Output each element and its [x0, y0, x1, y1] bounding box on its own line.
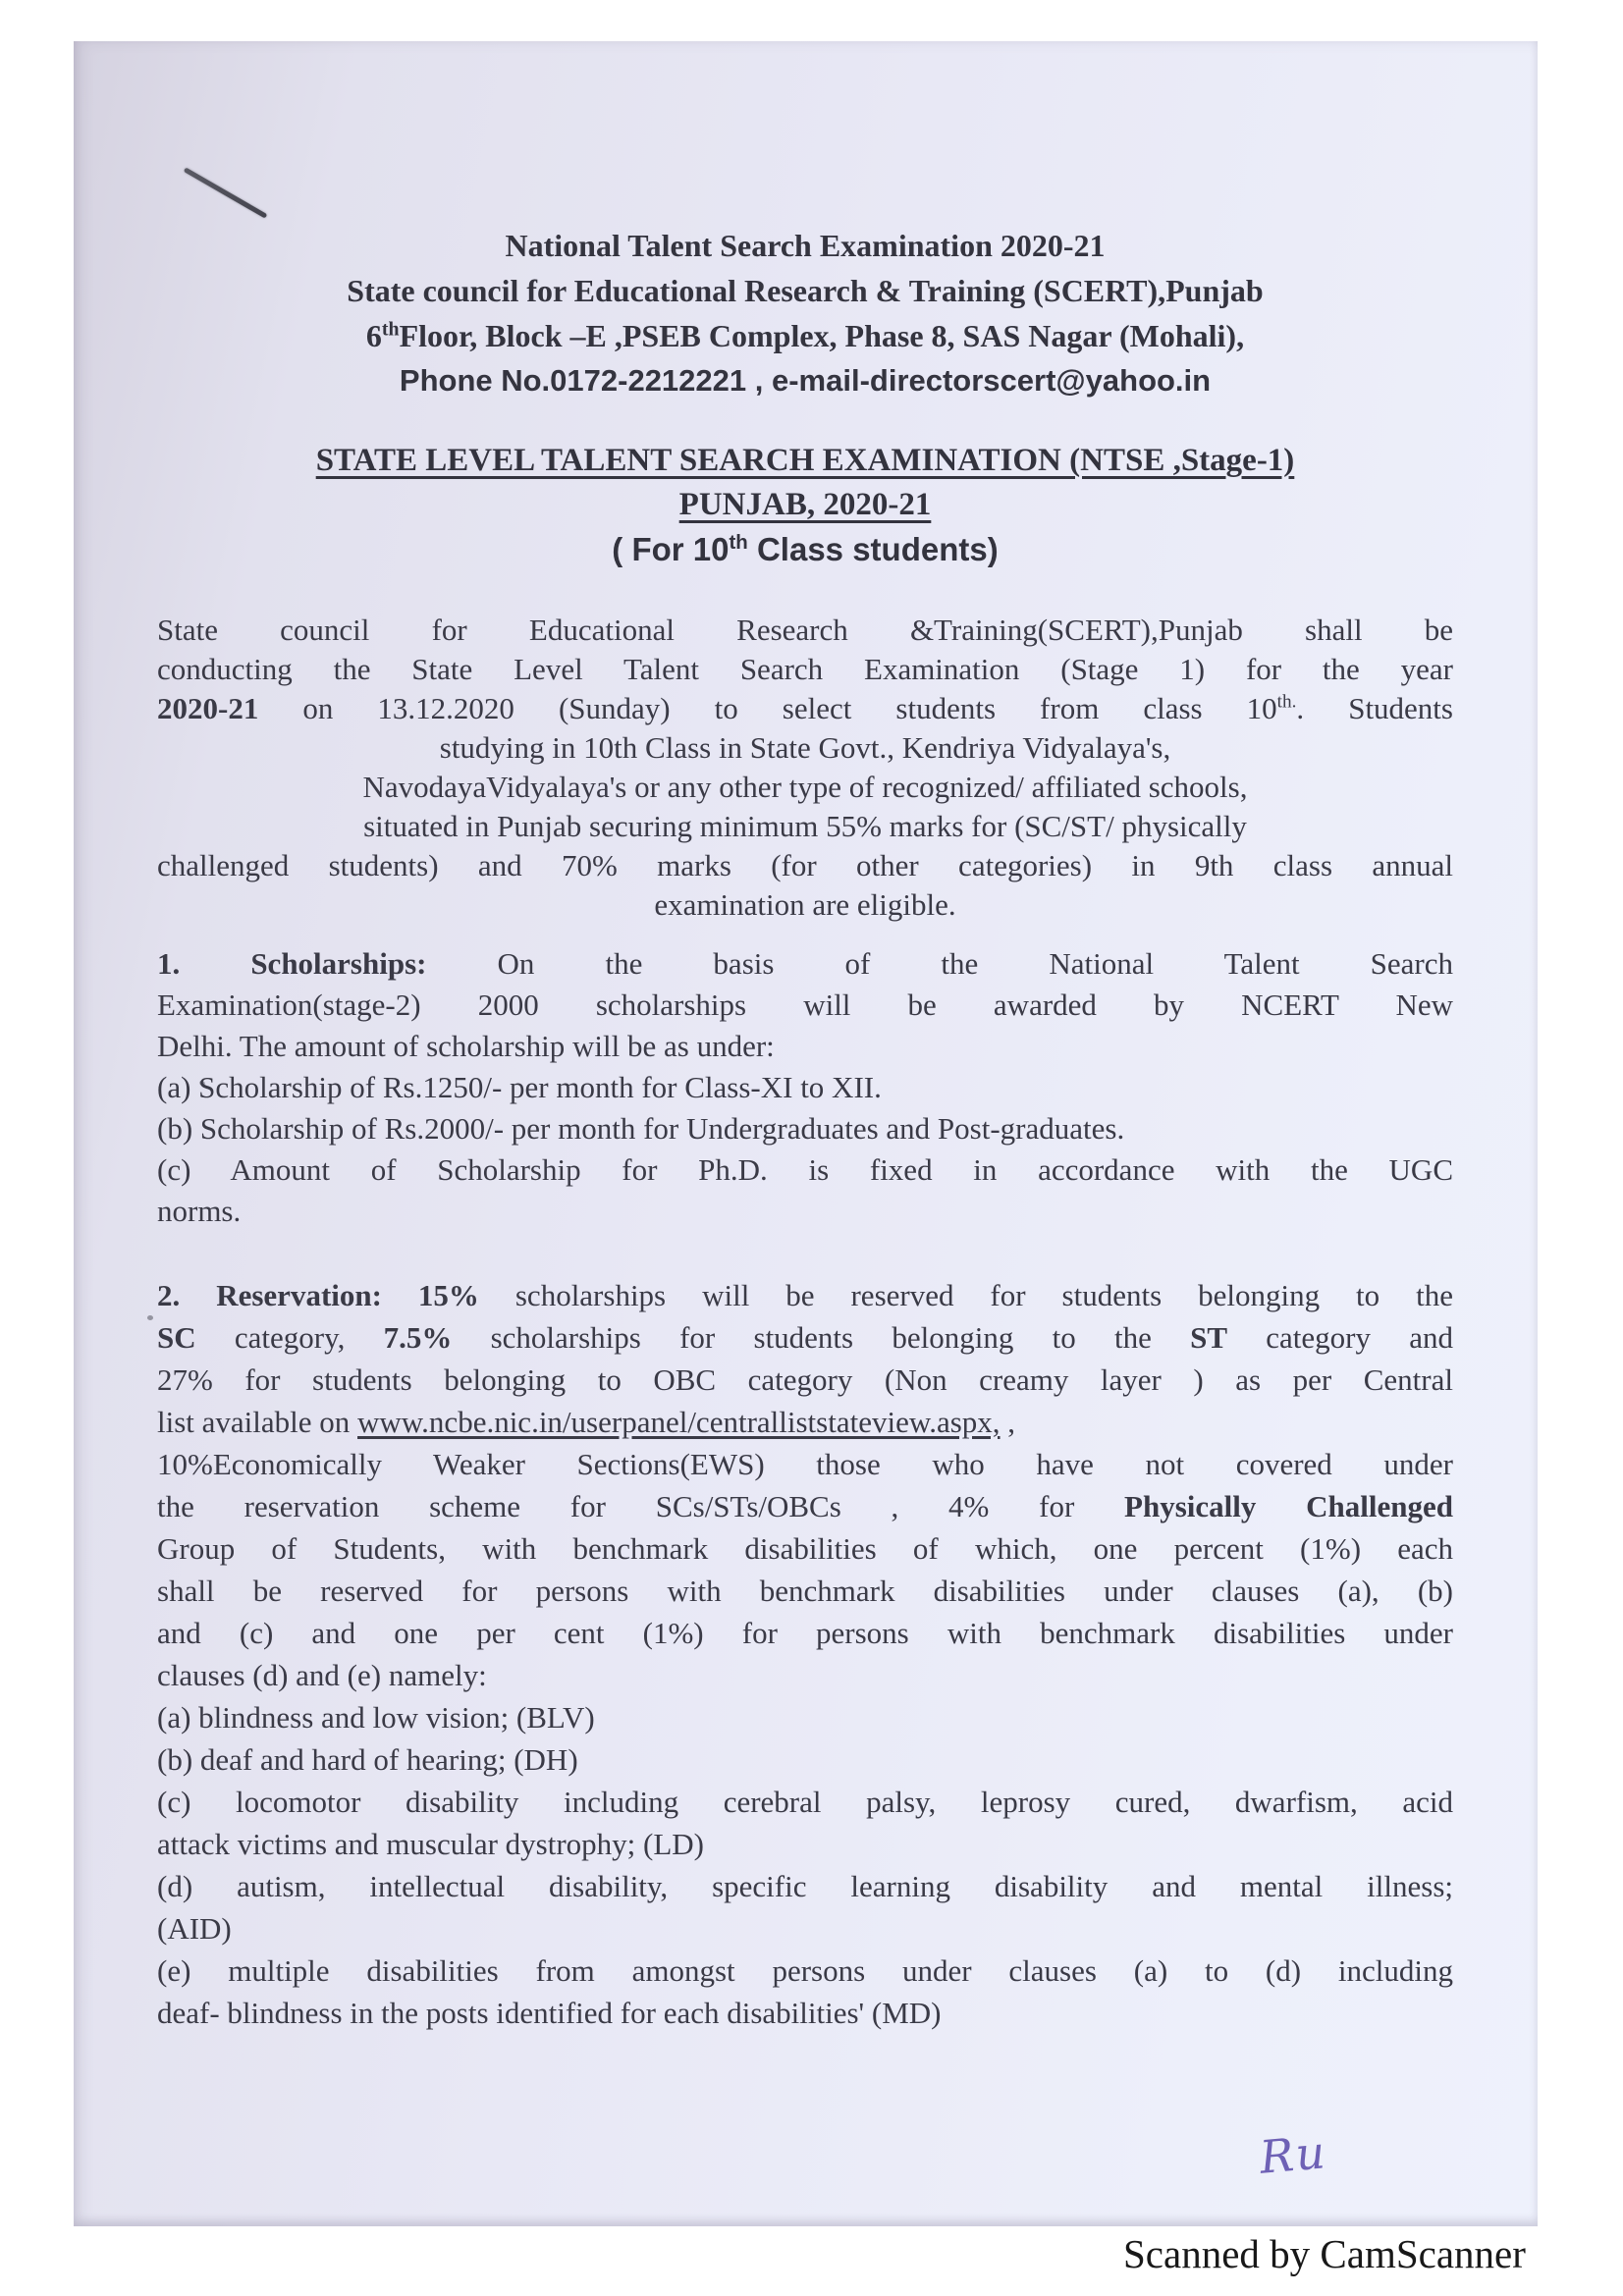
title-text: ( For 10: [612, 531, 730, 567]
bold-text: SC: [157, 1320, 196, 1355]
text-line: Group of Students, with benchmark disabilities of which, one percent (1%) each: [157, 1531, 1453, 1566]
title-text: PUNJAB, 2020-21: [678, 487, 932, 522]
handwritten-initials: Ru: [1257, 2125, 1329, 2184]
scholarships-section: [157, 943, 1453, 1232]
document-body: [157, 223, 1453, 2034]
list-item: (d) autism, intellectual disability, specific learning disability and mental illness;: [157, 1869, 1453, 1903]
bold-text: Physically Challenged: [1124, 1489, 1453, 1523]
section-heading-line: [157, 1274, 1453, 1316]
text-line: studying in 10th Class in State Govt., Kendriya Vidyalaya's,: [439, 730, 1171, 765]
text-run: ,: [1000, 1405, 1016, 1439]
list-item: deaf- blindness in the posts identified for each disabilities' (MD): [157, 1996, 942, 2030]
text-run: list available on: [157, 1405, 358, 1439]
org-name-line: State council for Educational Research & Training (SCERT),Punjab: [347, 273, 1264, 308]
section-heading-line: [157, 943, 1453, 985]
title-subline: [157, 527, 1453, 571]
text-line: situated in Punjab securing minimum 55% marks for (SC/ST/ physically: [363, 809, 1247, 843]
text-line: examination are eligible.: [654, 887, 956, 922]
text-line: norms.: [157, 1194, 242, 1228]
scan-speck: [147, 1315, 153, 1320]
text-run: . Students: [1296, 691, 1453, 725]
address-line: [157, 313, 1453, 358]
text-line: Examination(stage-2) 2000 scholarships will be awarded by NCERT New: [157, 988, 1453, 1022]
text-line: Delhi. The amount of scholarship will be as under:: [157, 1029, 775, 1063]
camscanner-watermark: Scanned by CamScanner: [1123, 2231, 1526, 2276]
title-text: STATE LEVEL TALENT SEARCH EXAMINATION (NTSE ,Stage-1): [315, 443, 1295, 478]
text-run: On the basis of the National Talent Search: [426, 946, 1453, 981]
text-line: 27% for students belonging to OBC category (Non creamy layer ) as per Central: [157, 1362, 1453, 1397]
text-run: scholarships for students belonging to the: [452, 1320, 1191, 1355]
bold-text: 7.5%: [383, 1320, 453, 1355]
ordinal-superscript: th.: [1276, 691, 1297, 713]
title-text: Class students): [747, 531, 999, 567]
list-item: (b) Scholarship of Rs.2000/- per month for Undergraduates and Post-graduates.: [157, 1111, 1125, 1146]
section-heading: 2. Reservation: 15%: [157, 1278, 479, 1312]
contact-line: Phone No.0172-2212221 , e-mail-directorscert@yahoo.in: [399, 363, 1212, 398]
list-item: (c) Amount of Scholarship for Ph.D. is fixed in accordance with the UGC: [157, 1152, 1453, 1187]
list-item: (c) locomotor disability including cerebral palsy, leprosy cured, dwarfism, acid: [157, 1785, 1453, 1819]
document-title: [157, 439, 1453, 571]
list-item: (a) blindness and low vision; (BLV): [157, 1700, 595, 1735]
text-line: [157, 1316, 1453, 1359]
ordinal-superscript: th: [381, 318, 400, 341]
text-line: shall be reserved for persons with benchmark disabilities under clauses (a), (b): [157, 1574, 1453, 1608]
text-run: the reservation scheme for SCs/STs/OBCs , 4% for: [157, 1489, 1125, 1523]
intro-paragraph: [157, 611, 1453, 925]
list-item: (a) Scholarship of Rs.1250/- per month for Class-XI to XII.: [157, 1070, 882, 1104]
url-text: www.ncbe.nic.in/userpanel/centralliststateview.aspx,: [357, 1405, 1001, 1439]
address-text: Floor, Block –E ,PSEB Complex, Phase 8, SAS Nagar (Mohali),: [399, 318, 1245, 353]
text-line: [157, 1485, 1453, 1527]
bold-text: 2020-21: [157, 691, 259, 725]
list-item: (b) deaf and hard of hearing; (DH): [157, 1742, 578, 1777]
text-line: NavodayaVidyalaya's or any other type of recognized/ affiliated schools,: [362, 770, 1248, 804]
bold-text: ST: [1190, 1320, 1228, 1355]
list-item: (e) multiple disabilities from amongst persons under clauses (a) to (d) including: [157, 1953, 1453, 1988]
text-line: [157, 689, 1453, 728]
ordinal-superscript: th: [729, 531, 748, 554]
list-item: attack victims and muscular dystrophy; (LD): [157, 1827, 705, 1861]
text-line: clauses (d) and (e) namely:: [157, 1658, 487, 1692]
section-heading: 1. Scholarships:: [157, 946, 427, 981]
address-text: 6: [365, 318, 382, 353]
title-line: [157, 439, 1453, 483]
title-line: [157, 483, 1453, 527]
scanned-page: [74, 41, 1538, 2226]
exam-name-line: National Talent Search Examination 2020-21: [505, 228, 1106, 263]
text-line: conducting the State Level Talent Search Examination (Stage 1) for the year: [157, 652, 1453, 686]
letterhead: [157, 223, 1453, 403]
text-run: category,: [195, 1320, 384, 1355]
text-line: [157, 1401, 1453, 1443]
text-run: category and: [1227, 1320, 1453, 1355]
text-run: scholarships will be reserved for students belonging to the: [478, 1278, 1453, 1312]
text-run: on 13.12.2020 (Sunday) to select students from class 10: [258, 691, 1277, 725]
pen-mark: [184, 167, 268, 218]
text-line: State council for Educational Research &Training(SCERT),Punjab shall be: [157, 613, 1453, 647]
text-line: and (c) and one per cent (1%) for persons with benchmark disabilities under: [157, 1616, 1453, 1650]
text-line: challenged students) and 70% marks (for other categories) in 9th class annual: [157, 848, 1453, 882]
list-item: (AID): [157, 1911, 232, 1946]
reservation-section: [157, 1274, 1453, 2034]
text-line: 10%Economically Weaker Sections(EWS) those who have not covered under: [157, 1447, 1453, 1481]
